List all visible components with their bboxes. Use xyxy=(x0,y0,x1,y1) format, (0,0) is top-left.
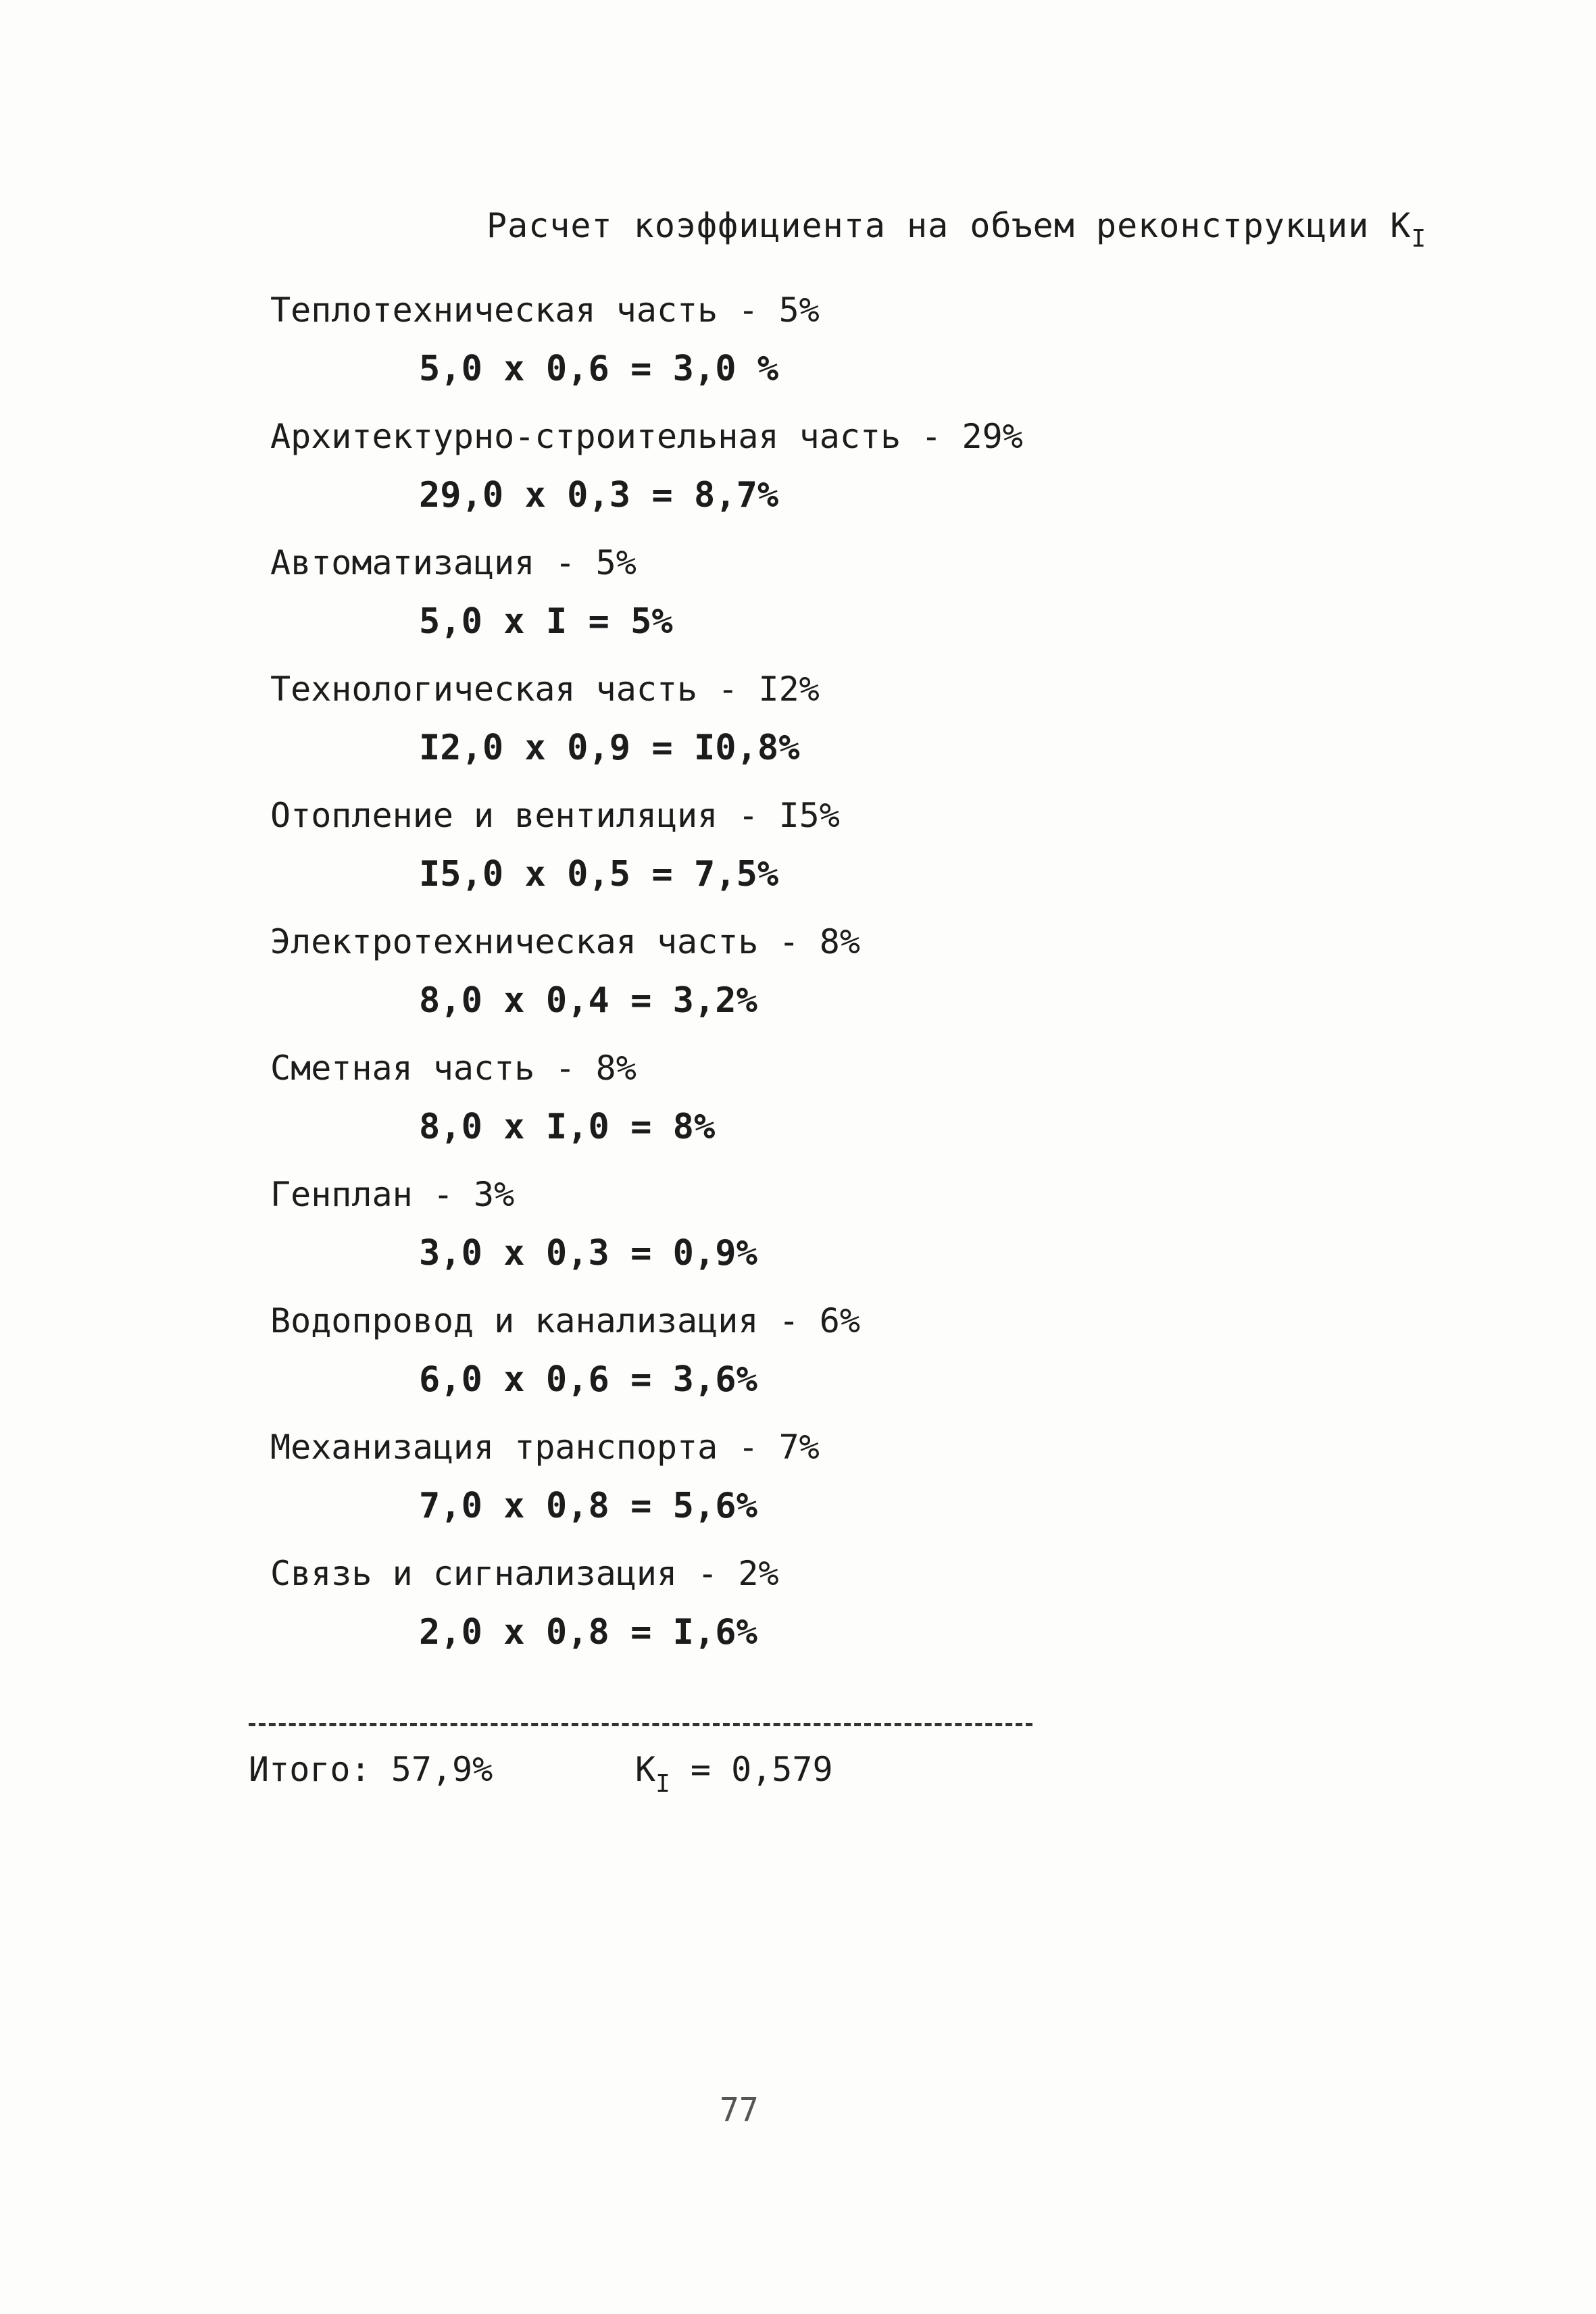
list-item xyxy=(250,1428,1331,1554)
section-name: Электротехническая часть - 8% xyxy=(270,922,860,961)
list-item xyxy=(250,1554,1331,1680)
list-item xyxy=(250,670,1331,796)
page-number: 77 xyxy=(720,2091,759,2129)
section-calculation: 6,0 x 0,6 = 3,6% xyxy=(419,1359,757,1400)
section-name: Связь и сигнализация - 2% xyxy=(270,1554,779,1593)
coefficient-label: К xyxy=(635,1750,656,1789)
section-name: Водопровод и канализация - 6% xyxy=(270,1301,860,1340)
section-calculation: I5,0 x 0,5 = 7,5% xyxy=(419,854,779,895)
title-subscript: I xyxy=(1411,225,1427,253)
section-name: Автоматизация - 5% xyxy=(270,543,637,582)
section-calculation: 5,0 x 0,6 = 3,0 % xyxy=(419,349,779,389)
section-name: Сметная часть - 8% xyxy=(270,1049,637,1088)
coefficient-value: = 0,579 xyxy=(670,1750,833,1789)
section-calculation: 8,0 x I,0 = 8% xyxy=(419,1107,716,1147)
page-title xyxy=(487,206,1426,253)
section-name: Отопление и вентиляция - I5% xyxy=(270,796,840,835)
list-item xyxy=(250,1049,1331,1175)
title-text: Расчет коэффициента на объем реконструкции К xyxy=(487,206,1412,245)
list-item xyxy=(250,417,1331,543)
total-divider xyxy=(249,1723,1032,1726)
section-calculation: 7,0 x 0,8 = 5,6% xyxy=(419,1486,757,1526)
section-calculation: 29,0 x 0,3 = 8,7% xyxy=(419,475,779,515)
section-calculation: 8,0 x 0,4 = 3,2% xyxy=(419,980,757,1021)
section-calculation: I2,0 x 0,9 = I0,8% xyxy=(419,728,800,768)
coefficient-result xyxy=(635,1750,833,1798)
section-name: Генплан - 3% xyxy=(270,1175,515,1214)
section-name: Технологическая часть - I2% xyxy=(270,670,820,709)
section-name: Механизация транспорта - 7% xyxy=(270,1428,820,1467)
list-item xyxy=(250,1175,1331,1301)
section-calculation: 3,0 x 0,3 = 0,9% xyxy=(419,1233,757,1274)
list-item xyxy=(250,922,1331,1049)
calculation-list xyxy=(250,291,1331,1680)
coefficient-subscript: I xyxy=(655,1770,670,1798)
section-name: Теплотехническая часть - 5% xyxy=(270,291,820,330)
section-calculation: 2,0 x 0,8 = I,6% xyxy=(419,1612,757,1653)
list-item xyxy=(250,291,1331,417)
section-calculation: 5,0 x I = 5% xyxy=(419,601,673,642)
section-name: Архитектурно-строительная часть - 29% xyxy=(270,417,1023,456)
list-item xyxy=(250,1301,1331,1428)
total-sum: Итого: 57,9% xyxy=(249,1750,493,1789)
list-item xyxy=(250,796,1331,922)
list-item xyxy=(250,543,1331,670)
